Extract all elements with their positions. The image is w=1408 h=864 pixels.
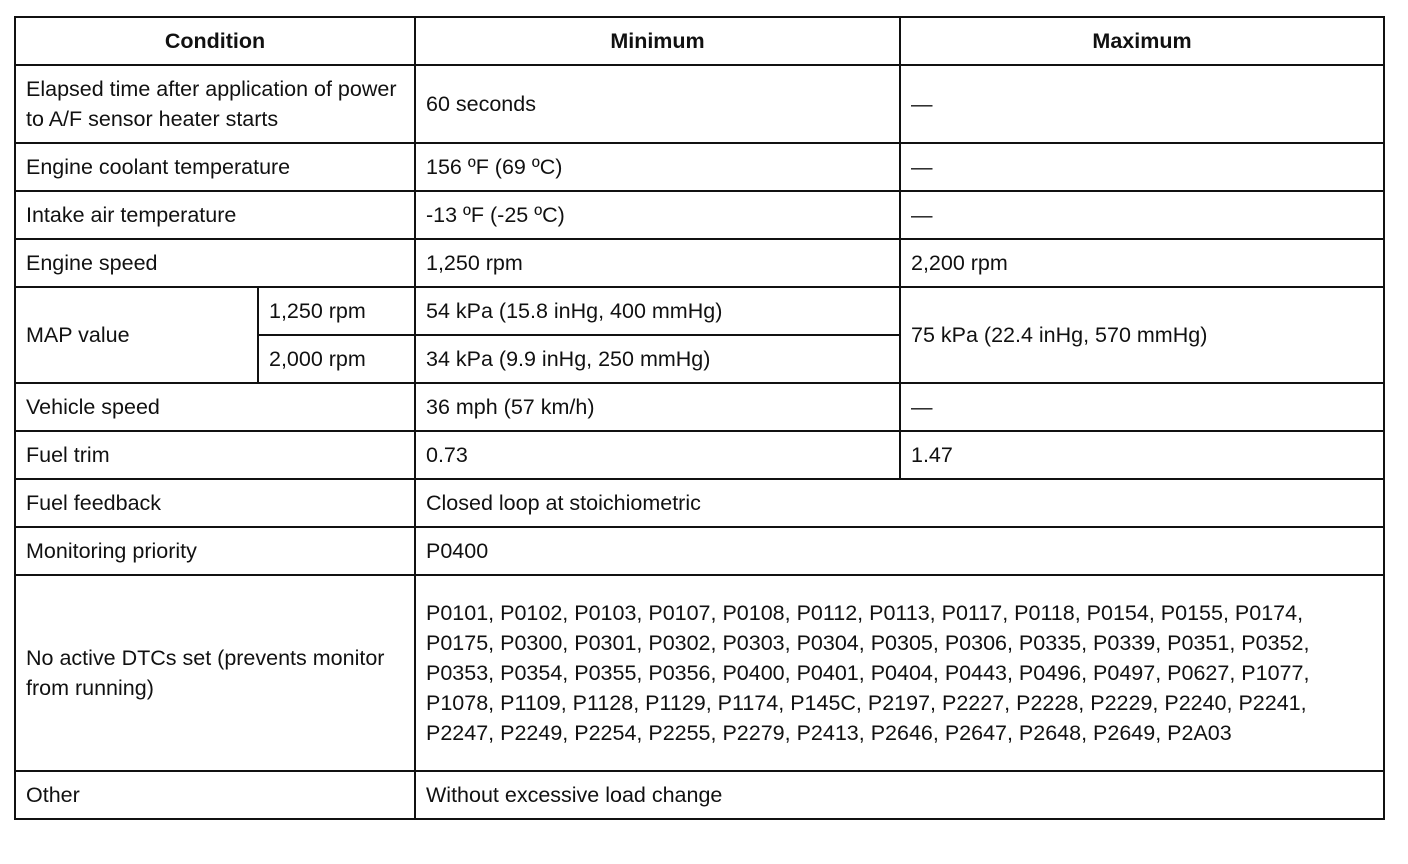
condition-cell: Fuel trim xyxy=(15,431,415,479)
sub-condition-cell: 1,250 rpm xyxy=(258,287,415,335)
minimum-cell: 156 ºF (69 ºC) xyxy=(415,143,900,191)
condition-cell: Engine speed xyxy=(15,239,415,287)
condition-cell: MAP value xyxy=(15,287,258,383)
table-row xyxy=(15,771,1384,819)
value-cell: P0400 xyxy=(415,527,1384,575)
condition-cell: No active DTCs set (prevents monitor from running) xyxy=(15,575,415,771)
maximum-cell: — xyxy=(900,383,1384,431)
header-maximum: Maximum xyxy=(900,17,1384,65)
header-minimum: Minimum xyxy=(415,17,900,65)
table-row xyxy=(15,575,1384,771)
table-row xyxy=(15,479,1384,527)
maximum-cell: 2,200 rpm xyxy=(900,239,1384,287)
condition-cell: Vehicle speed xyxy=(15,383,415,431)
table-row xyxy=(15,191,1384,239)
sub-condition-cell: 2,000 rpm xyxy=(258,335,415,383)
table-row xyxy=(15,287,1384,335)
maximum-cell: — xyxy=(900,143,1384,191)
minimum-cell: 54 kPa (15.8 inHg, 400 mmHg) xyxy=(415,287,900,335)
minimum-cell: 36 mph (57 km/h) xyxy=(415,383,900,431)
condition-cell: Other xyxy=(15,771,415,819)
condition-cell: Monitoring priority xyxy=(15,527,415,575)
table-row xyxy=(15,239,1384,287)
condition-cell: Intake air temperature xyxy=(15,191,415,239)
conditions-table xyxy=(14,16,1385,820)
value-cell: Closed loop at stoichiometric xyxy=(415,479,1384,527)
header-condition: Condition xyxy=(15,17,415,65)
dtc-list-cell: P0101, P0102, P0103, P0107, P0108, P0112, P0113, P0117, P0118, P0154, P0155, P0174, P0175, P0300, P0301, P0302, P0303, P0304, P0305, P0306, P0335, P0339, P0351, P0352, P0353, P0354, P0355, P0356, P0400, P0401, P0404, P0443, P0496, P0497, P0627, P1077, P1078, P1109, P1128, P1129, P1174, P145C, P2197, P2227, P2228, P2229, P2240, P2241, P2247, P2249, P2254, P2255, P2279, P2413, P2646, P2647, P2648, P2649, P2A03 xyxy=(415,575,1384,771)
table-row xyxy=(15,383,1384,431)
table-row xyxy=(15,143,1384,191)
condition-cell: Elapsed time after application of power to A/F sensor heater starts xyxy=(15,65,415,143)
table-row xyxy=(15,527,1384,575)
minimum-cell: 60 seconds xyxy=(415,65,900,143)
minimum-cell: 1,250 rpm xyxy=(415,239,900,287)
minimum-cell: 34 kPa (9.9 inHg, 250 mmHg) xyxy=(415,335,900,383)
minimum-cell: 0.73 xyxy=(415,431,900,479)
table-row xyxy=(15,431,1384,479)
condition-cell: Engine coolant temperature xyxy=(15,143,415,191)
maximum-cell: — xyxy=(900,191,1384,239)
table-row xyxy=(15,65,1384,143)
condition-cell: Fuel feedback xyxy=(15,479,415,527)
header-row xyxy=(15,17,1384,65)
maximum-cell: 75 kPa (22.4 inHg, 570 mmHg) xyxy=(900,287,1384,383)
value-cell: Without excessive load change xyxy=(415,771,1384,819)
minimum-cell: -13 ºF (-25 ºC) xyxy=(415,191,900,239)
maximum-cell: — xyxy=(900,65,1384,143)
maximum-cell: 1.47 xyxy=(900,431,1384,479)
